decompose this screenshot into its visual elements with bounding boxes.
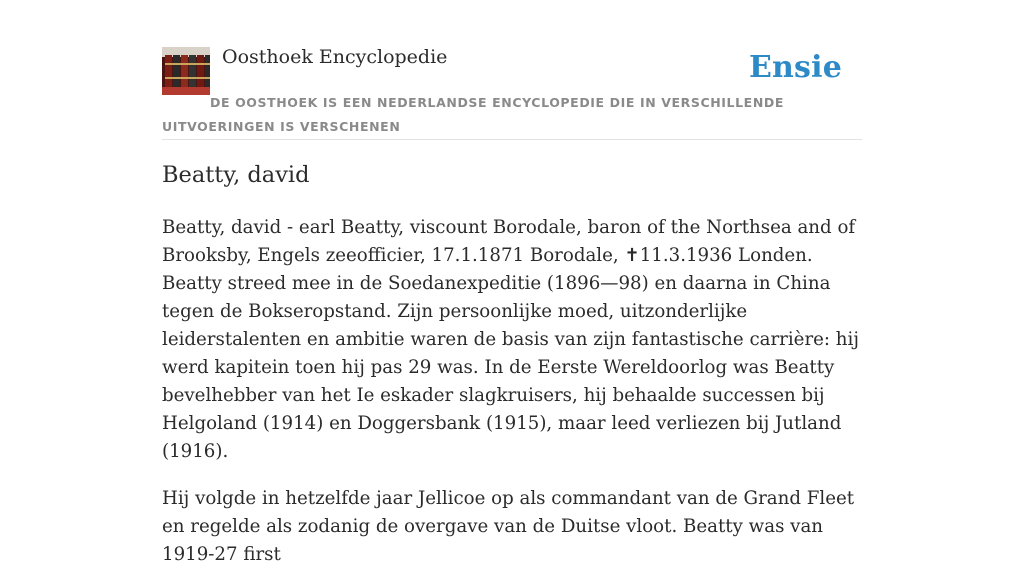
header-divider — [162, 139, 862, 140]
article-paragraph: Beatty, david - earl Beatty, viscount Borodale, baron of the Northsea and of Brooksby, Engels zeeofficier, 17.1.1871 Borodale, ✝11.3.1936 Londen. Beatty streed mee in de Soedanexpeditie (1896—98) en daarna in China tegen de Bokseropstand. Zijn persoonlijke moed, uitzonderlijke leiderstalenten en ambitie waren de basis van zijn fantastische carrière: hij werd kapitein toen hij pas 29 was. In de Eerste Wereldoorlog was Beatty bevelhebber van het Ie eskader slagkruisers, hij behaalde successen bij Helgoland (1914) en Doggersbank (1915), maar leed verliezen bij Jutland (1916). — [162, 217, 859, 462]
article-title: Beatty, david — [162, 162, 310, 188]
source-name[interactable]: Oosthoek Encyclopedie — [222, 46, 448, 68]
source-tagline: DE OOSTHOEK IS EEN NEDERLANDSE ENCYCLOPEDIE DIE IN VERSCHILLENDE UITVOERINGEN IS VERSCHENEN — [162, 95, 784, 134]
encyclopedia-books-icon — [162, 47, 210, 95]
brand-logo[interactable]: Ensie — [748, 50, 842, 85]
source-avatar[interactable] — [162, 47, 210, 95]
article-body — [162, 214, 864, 588]
article-paragraph: Hij volgde in hetzelfde jaar Jellicoe op als commandant van de Grand Fleet en regelde als zodanig de overgave van de Duitse vloot. Beatty was van 1919-27 first — [162, 488, 855, 565]
